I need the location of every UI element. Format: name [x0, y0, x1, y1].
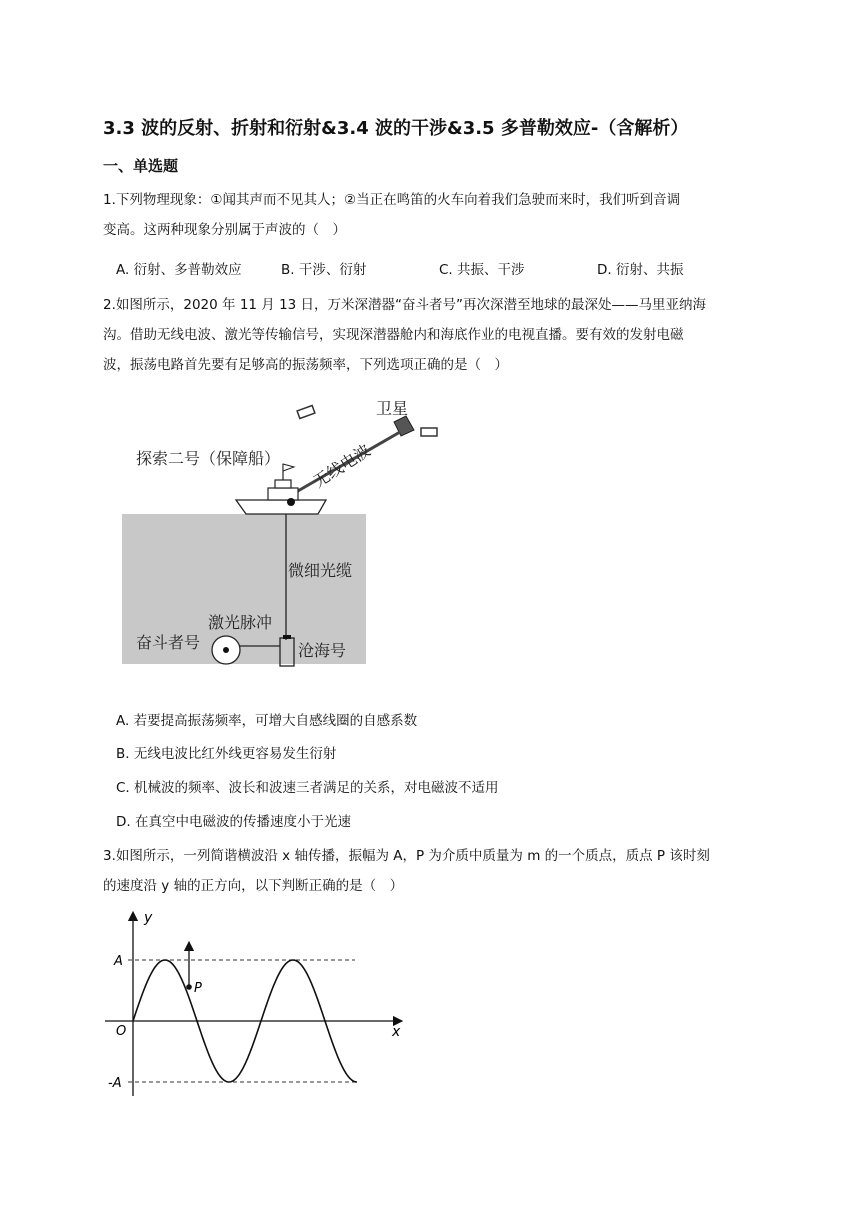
- stem-line: 1.下列物理现象：①闻其声而不见其人；②当正在鸣笛的火车向着我们急驶而来时，我们听到音调: [103, 192, 681, 208]
- amplitude-neg-a-label: -A: [108, 1076, 122, 1091]
- stem-line: 沟。借助无线电波、激光等传输信号，实现深潜器舱内和海底作业的电视直播。要有效的发射电磁: [103, 327, 684, 343]
- x-axis-label: x: [392, 1024, 401, 1040]
- point-p: [186, 984, 192, 990]
- stem-line: 3.如图所示，一列简谐横波沿 x 轴传播，振幅为 A，P 为介质中质量为 m 的一个质点，质点 P 该时刻: [103, 848, 710, 864]
- q2-option-c: C. 机械波的频率、波长和波速三者满足的关系，对电磁波不适用: [116, 780, 499, 796]
- satellite-label: 卫星: [376, 399, 409, 418]
- stem-line: 2.如图所示，2020 年 11 月 13 日，万米深潜器“奋斗者号”再次深潜至地球的最深处——马里亚纳海: [103, 297, 707, 313]
- fendouzhe-label: 奋斗者号: [136, 633, 201, 652]
- stem-line: 变高。这两种现象分别属于声波的（ ）: [103, 222, 346, 238]
- q2-option-b: B. 无线电波比红外线更容易发生衍射: [116, 746, 337, 762]
- q1-option-d: D. 衍射、共振: [597, 262, 684, 278]
- point-p-label: P: [194, 981, 202, 996]
- laser-label: 激光脉冲: [208, 613, 273, 632]
- page-title: 3.3 波的反射、折射和衍射&3.4 波的干涉&3.5 多普勒效应-（含解析）: [103, 118, 689, 139]
- question-3-stem: [103, 841, 763, 901]
- stem-line: 波，振荡电路首先要有足够高的振荡频率，下列选项正确的是（ ）: [103, 357, 508, 373]
- y-axis-label: y: [144, 910, 153, 926]
- section-heading: 一、单选题: [103, 157, 179, 175]
- canghai-label: 沧海号: [298, 641, 347, 660]
- q1-option-c: C. 共振、干涉: [439, 262, 525, 278]
- q1-option-a: A. 衍射、多普勒效应: [116, 262, 242, 278]
- deep-sea-figure: [118, 392, 409, 674]
- origin-label: O: [116, 1024, 127, 1039]
- question-2-stem: [103, 290, 763, 380]
- wave-graph: [100, 908, 410, 1098]
- stem-line: 的速度沿 y 轴的正方向，以下判断正确的是（ ）: [103, 878, 404, 894]
- cable-label: 微细光缆: [288, 561, 353, 580]
- amplitude-a-label: A: [114, 954, 123, 969]
- question-1-stem: [103, 185, 763, 245]
- q2-option-d: D. 在真空中电磁波的传播速度小于光速: [116, 814, 351, 830]
- ship-label: 探索二号（保障船）: [136, 449, 281, 468]
- ship-icon: [236, 464, 326, 514]
- q2-option-a: A. 若要提高振荡频率，可增大自感线圈的自感系数: [116, 713, 418, 729]
- q1-option-b: B. 干涉、衍射: [281, 262, 367, 278]
- radio-label: 无线电波: [309, 440, 374, 492]
- satellite-icon: [297, 406, 437, 436]
